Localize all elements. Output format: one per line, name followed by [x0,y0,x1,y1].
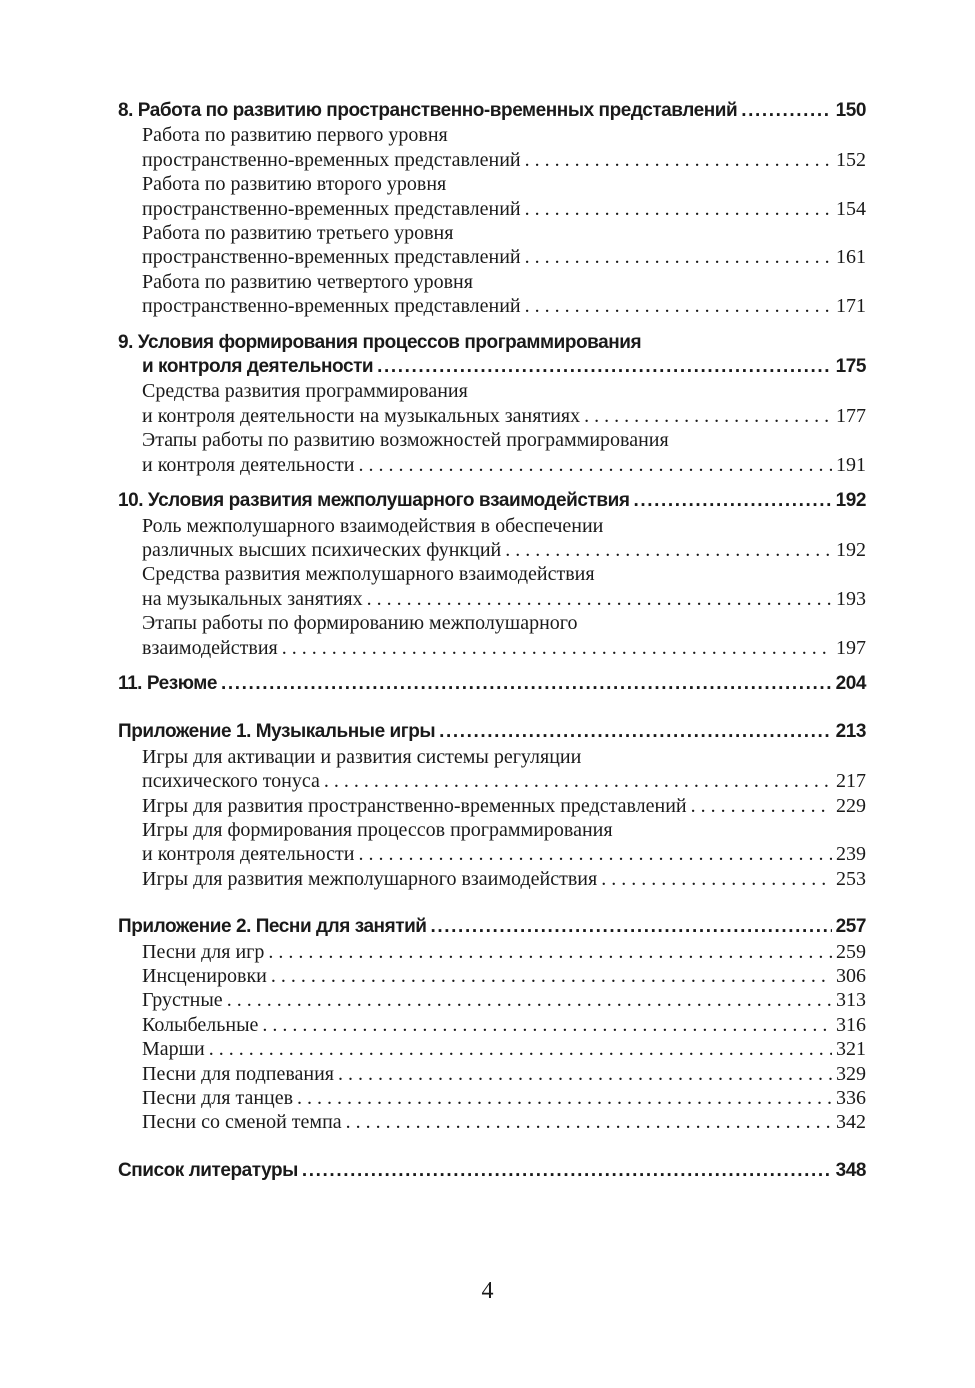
leader-dots [741,99,831,123]
leader-dots [227,988,832,1012]
leader-dots [338,1062,832,1086]
toc-entry-heading [118,355,866,379]
toc-subentry-title: Песни для подпевания [142,1062,335,1085]
toc-subentry-line: Игры для активации и развития системы регуляции [142,745,582,768]
toc-subentry-line: Средства развития программирования [142,380,468,403]
toc-entry-heading [118,489,866,513]
toc-subentry-page: 217 [836,770,866,793]
leader-dots [525,197,832,221]
toc-section-10 [118,489,866,660]
toc-subentry [118,538,866,562]
leader-dots [633,489,831,513]
toc-subentry [118,1062,866,1086]
toc-subentry [118,1013,866,1037]
toc-entry-page: 204 [835,672,866,694]
toc-subentry-page: 171 [836,295,866,318]
toc-subentry-title: и контроля деятельности на музыкальных занятиях [142,404,581,427]
toc-subentry [118,197,866,221]
toc-subentry-title: Игры для развития пространственно-временных представлений [142,794,687,817]
toc-entry-heading [118,1159,866,1183]
toc-references [118,1159,866,1183]
toc-subentry-title: Песни для игр [142,940,265,963]
toc-subentry-title: и контроля деятельности [142,843,355,866]
toc-subentry-title: Грустные [142,989,223,1012]
toc-entry-title: 10. Условия развития межполушарного взаимодействия [118,490,630,512]
toc-subentry-page: 329 [836,1062,866,1085]
toc-appendix-1 [118,720,866,891]
toc-subentry-title: на музыкальных занятиях [142,587,363,610]
toc-subentry-title: Инсценировки [142,965,267,987]
toc-subentry [118,148,866,172]
leader-dots [439,720,831,744]
toc-subentry-page: 253 [836,867,866,890]
toc-subentry [118,842,866,866]
leader-dots [691,794,832,818]
toc-subentry-page: 342 [836,1111,866,1134]
toc-subentry-line: Этапы работы по развитию возможностей программирования [142,429,669,452]
leader-dots [367,587,832,611]
toc-entry-heading [118,672,866,696]
toc-subentry-line: Работа по развитию третьего уровня [142,222,454,245]
toc-subentry-line: Работа по развитию первого уровня [142,124,448,147]
leader-dots [282,636,832,660]
leader-dots [377,355,831,379]
toc-heading-line: 9. Условия формирования процессов программирования [118,331,642,353]
leader-dots [359,453,833,477]
toc-subentry [118,867,866,891]
toc-subentry-page: 154 [836,197,866,220]
toc-section-8 [118,99,866,319]
toc-subentry [118,988,866,1012]
leader-dots [584,404,832,428]
toc-entry-page: 213 [835,721,866,743]
toc-subentry-line: Средства развития межполушарного взаимодействия [142,563,595,586]
toc-section-9 [118,331,866,477]
leader-dots [525,294,832,318]
toc-entry-title: и контроля деятельности [142,356,374,378]
toc-subentry [118,794,866,818]
toc-subentry [118,404,866,428]
toc-subentry [118,636,866,660]
toc-appendix-2 [118,915,866,1135]
toc-subentry [118,587,866,611]
toc-entry-title: Приложение 2. Песни для занятий [118,916,427,938]
leader-dots [297,1086,832,1110]
toc-subentry-page: 316 [836,1013,866,1036]
toc-entry-page: 257 [835,916,866,938]
toc-section-11 [118,672,866,696]
toc-subentry [118,1086,866,1110]
toc-subentry-page: 306 [836,965,866,987]
leader-dots [525,148,832,172]
toc-subentry-title: пространственно-временных представлений [142,148,521,171]
toc-subentry-page: 336 [836,1087,866,1110]
toc-subentry-page: 193 [836,587,866,610]
toc-subentry-page: 152 [836,148,866,171]
leader-dots [324,769,832,793]
toc-subentry-page: 313 [836,989,866,1012]
table-of-contents [118,99,866,1183]
toc-subentry-title: пространственно-временных представлений [142,295,521,318]
toc-subentry [118,769,866,793]
leader-dots [221,672,832,696]
toc-subentry-title: различных высших психических функций [142,538,502,561]
toc-subentry-title: психического тонуса [142,770,320,793]
toc-subentry-title: и контроля деятельности [142,453,355,476]
toc-subentry-line: Этапы работы по формированию межполушарного [142,612,578,635]
toc-subentry-page: 177 [836,404,866,427]
toc-subentry-page: 192 [836,538,866,561]
toc-subentry-title: пространственно-временных представлений [142,197,521,220]
toc-subentry-title: Песни для танцев [142,1087,294,1110]
toc-subentry-page: 197 [836,636,866,659]
toc-entry-title: Приложение 1. Музыкальные игры [118,721,436,743]
leader-dots [271,964,832,988]
toc-subentry-title: пространственно-временных представлений [142,246,521,269]
leader-dots [525,245,832,269]
toc-entry-page: 175 [835,356,866,378]
toc-subentry [118,453,866,477]
toc-subentry-page: 229 [836,794,866,817]
leader-dots [302,1159,832,1183]
toc-subentry-title: взаимодействия [142,636,278,659]
toc-subentry [118,964,866,988]
leader-dots [262,1013,832,1037]
toc-subentry-page: 239 [836,843,866,866]
toc-entry-heading [118,915,866,939]
toc-subentry [118,245,866,269]
leader-dots [346,1110,832,1134]
leader-dots [268,940,832,964]
toc-subentry-title: Игры для развития межполушарного взаимодействия [142,867,598,890]
toc-entry-heading [118,99,866,123]
toc-subentry [118,940,866,964]
toc-entry-title: 11. Резюме [118,672,217,694]
toc-subentry-title: Марши [142,1038,205,1061]
toc-subentry-line: Роль межполушарного взаимодействия в обеспечении [142,514,604,537]
toc-subentry-line: Работа по развитию второго уровня [142,173,447,196]
toc-subentry [118,1037,866,1061]
leader-dots [601,867,832,891]
toc-subentry-line: Работа по развитию четвертого уровня [142,270,473,293]
toc-subentry-page: 259 [836,940,866,963]
toc-subentry-page: 161 [836,246,866,269]
toc-entry-heading [118,720,866,744]
toc-subentry-page: 321 [836,1038,866,1061]
toc-subentry-title: Песни со сменой темпа [142,1111,342,1134]
leader-dots [431,915,832,939]
toc-subentry-title: Колыбельные [142,1013,259,1036]
toc-entry-page: 192 [835,490,866,512]
toc-entry-page: 348 [835,1159,866,1181]
toc-subentry-line: Игры для формирования процессов программирования [142,818,613,841]
leader-dots [209,1037,832,1061]
toc-entry-title: Список литературы [118,1159,298,1181]
toc-subentry [118,294,866,318]
toc-entry-page: 150 [835,100,866,121]
leader-dots [505,538,832,562]
toc-subentry-page: 191 [836,453,866,476]
toc-entry-title: 8. Работа по развитию пространственно-временных представлений [118,100,738,121]
leader-dots [359,842,833,866]
page-number: 4 [481,1278,494,1304]
toc-subentry [118,1110,866,1134]
